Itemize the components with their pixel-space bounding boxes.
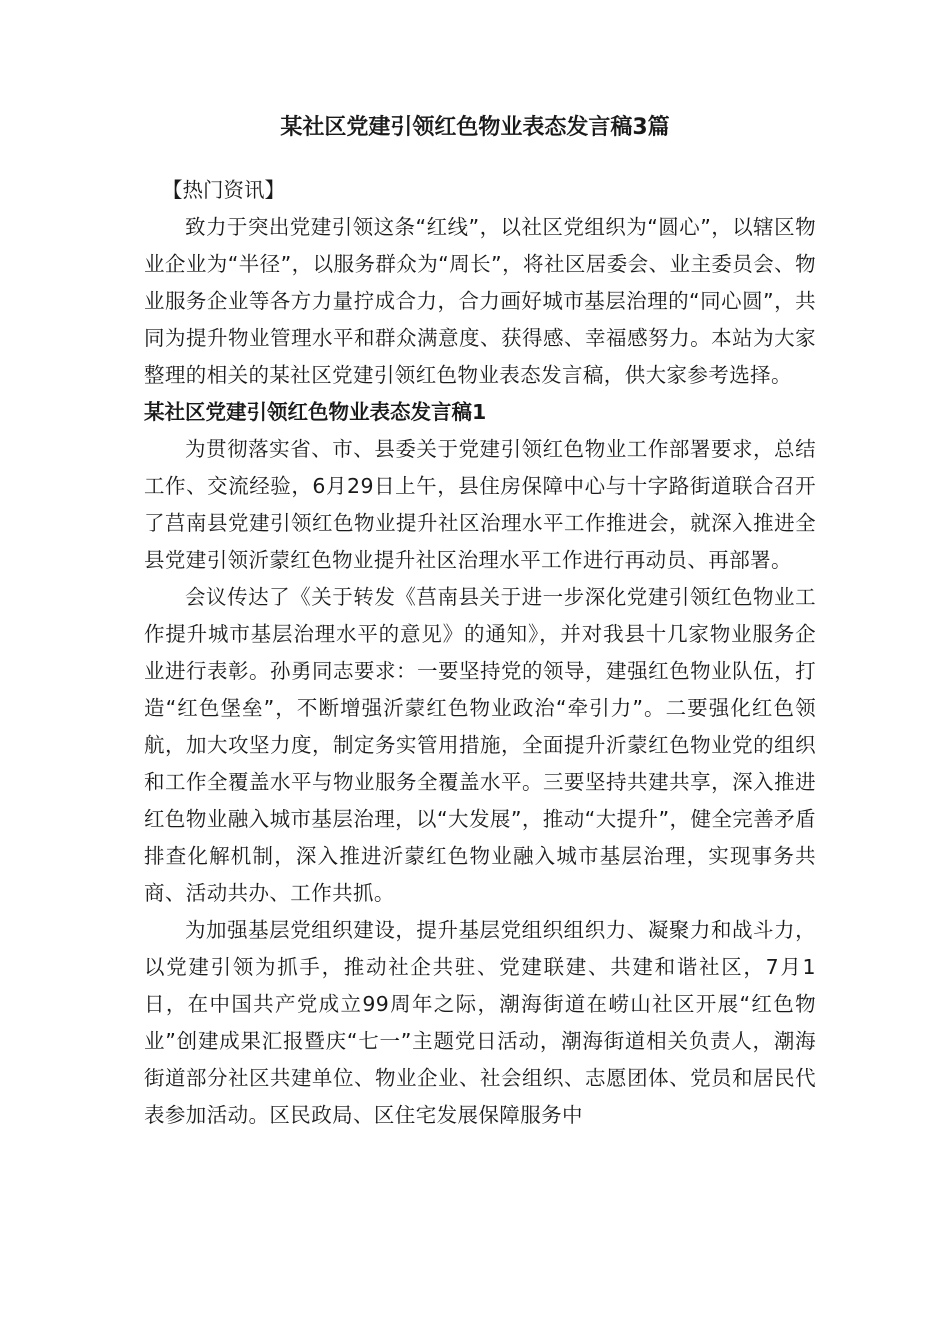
body-paragraph: 为贯彻落实省、市、县委关于党建引领红色物业工作部署要求，总结工作、交流经验，6月29日上午，县住房保障中心与十字路街道联合召开了莒南县党建引领红色物业提升社区治理水平工作推进会，就深入推进全县党建引领沂蒙红色物业提升社区治理水平工作进行再动员、再部署。 xyxy=(144,437,816,572)
intro-paragraph: 致力于突出党建引领这条“红线”，以社区党组织为“圆心”，以辖区物业企业为“半径”，以服务群众为“周长”，将社区居委会、业主委员会、物业服务企业等各方力量拧成合力，合力画好城市基层治理的“同心圆”，共同为提升物业管理水平和群众满意度、获得感、幸福感努力。本站为大家整理的相关的某社区党建引领红色物业表态发言稿，供大家参考选择。 xyxy=(144,215,816,387)
body-paragraph: 为加强基层党组织建设，提升基层党组织组织力、凝聚力和战斗力，以党建引领为抓手，推动社企共驻、党建联建、共建和谐社区，7月1日，在中国共产党成立99周年之际，潮海街道在崂山社区开展“红色物业”创建成果汇报暨庆“七一”主题党日活动，潮海街道相关负责人，潮海街道部分社区共建单位、物业企业、社会组织、志愿团体、党员和居民代表参加活动。区民政局、区住宅发展保障服务中 xyxy=(144,918,816,1127)
document-body xyxy=(144,172,816,1134)
body-paragraph: 会议传达了《关于转发《莒南县关于进一步深化党建引领红色物业工作提升城市基层治理水平的意见》的通知》，并对我县十几家物业服务企业进行表彰。孙勇同志要求：一要坚持党的领导，建强红色物业队伍，打造“红色堡垒”，不断增强沂蒙红色物业政治“牵引力”。二要强化红色领航，加大攻坚力度，制定务实管用措施，全面提升沂蒙红色物业党的组织和工作全覆盖水平与物业服务全覆盖水平。三要坚持共建共享，深入推进红色物业融入城市基层治理，以“大发展”，推动“大提升”，健全完善矛盾排查化解机制，深入推进沂蒙红色物业融入城市基层治理，实现事务共商、活动共办、工作共抓。 xyxy=(144,585,816,905)
section-heading: 某社区党建引领红色物业表态发言稿1 xyxy=(144,400,487,424)
document-title: 某社区党建引领红色物业表态发言稿3篇 xyxy=(280,115,670,140)
hot-news-tag: 【热门资讯】 xyxy=(162,178,285,202)
